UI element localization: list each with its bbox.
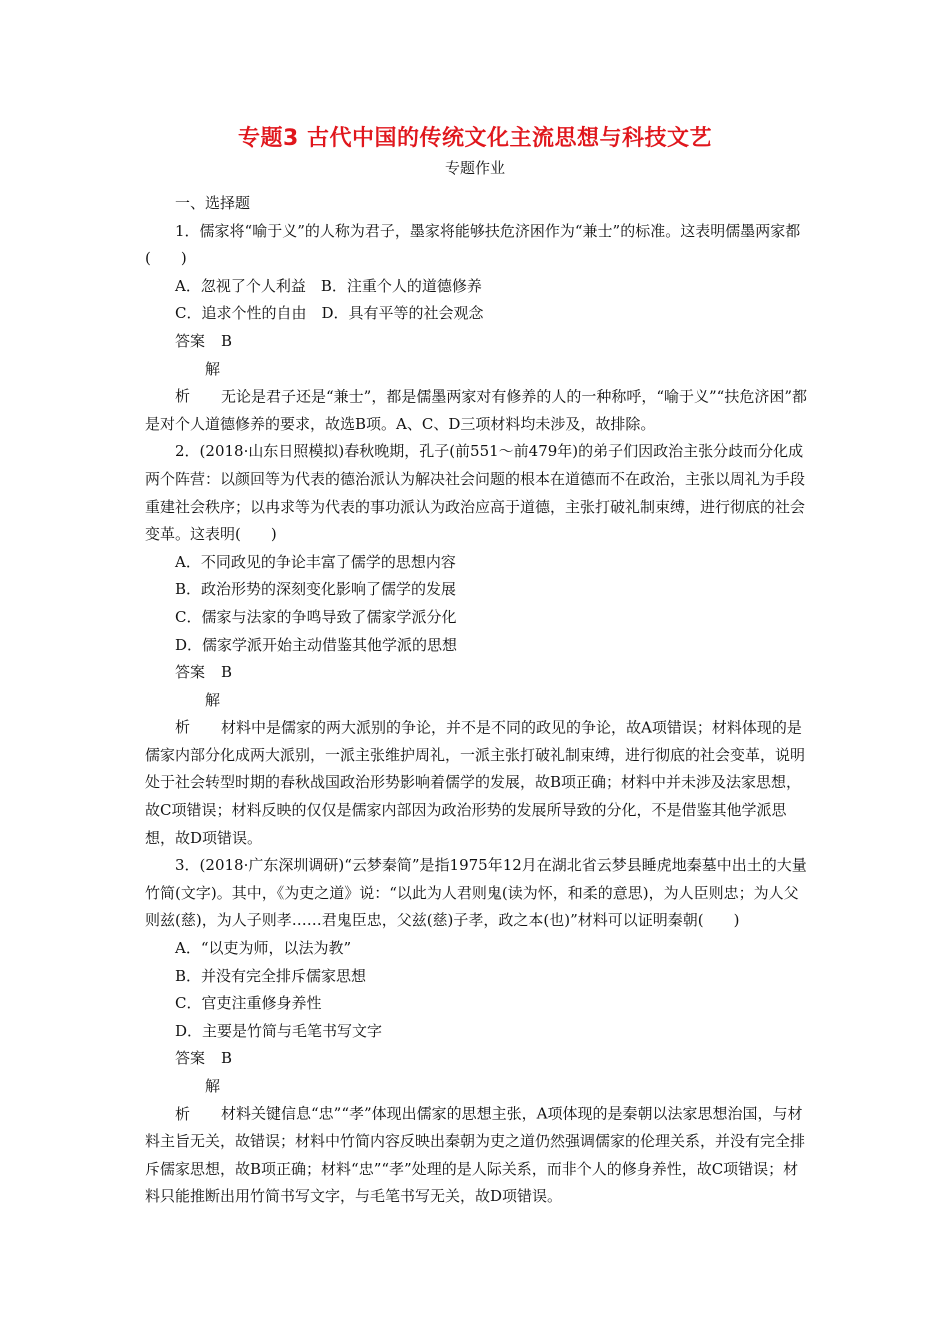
question-1-answer (145, 328, 807, 356)
page-title: 专题3 古代中国的传统文化主流思想与科技文艺 (238, 126, 712, 151)
page-subtitle: 专题作业 (444, 159, 505, 177)
question-3-option-a: A．“以吏为师，以法为教” (175, 939, 352, 958)
answer-label: 答案 (175, 331, 206, 350)
question-2-option-a: A．不同政见的争论丰富了儒学的思想内容 (175, 552, 456, 571)
section-heading: 一、选择题 (175, 194, 251, 212)
question-1-analysis (145, 356, 807, 439)
analysis-text: 材料关键信息“忠”“孝”体现出儒家的思想主张，A项体现的是秦朝以法家思想治国，与材料主旨无关，故错误；材料中竹简内容反映出秦朝为吏之道仍然强调儒家的伦理关系，并没有完全排斥儒家思想，故B项正确；材料“忠”“孝”处理的是人际关系，而非个人的修身养性，故C项错误；材料只能推断出用竹简书写文字，与毛笔书写无关，故D项错误。 (145, 1104, 806, 1206)
question-1-stem: 1．儒家将“喻于义”的人称为君子，墨家将能够扶危济困作为“兼士”的标准。这表明儒墨两家都( ) (145, 221, 801, 268)
question-2-analysis (145, 687, 807, 853)
question-3-option-c: C．官吏注重修身养性 (175, 994, 322, 1013)
question-1-options-line-1: A．忽视了个人利益 B．注重个人的道德修养 (175, 276, 482, 295)
question-2-option-b: B．政治形势的深刻变化影响了儒学的发展 (175, 580, 457, 599)
question-3-option-d: D．主要是竹简与毛笔书写文字 (175, 1021, 383, 1040)
question-2-option-c: C．儒家与法家的争鸣导致了儒家学派分化 (175, 607, 457, 626)
analysis-label: 解析 (175, 359, 221, 406)
document-body (145, 190, 807, 1211)
answer-value: B (221, 663, 233, 682)
answer-value: B (221, 1049, 233, 1068)
answer-label: 答案 (175, 663, 206, 682)
answer-label: 答案 (175, 1049, 206, 1068)
question-3-analysis (145, 1073, 807, 1211)
analysis-text: 材料中是儒家的两大派别的争论，并不是不同的政见的争论，故A项错误；材料体现的是儒家内部分化成两大派别，一派主张维护周礼，一派主张打破礼制束缚，进行彻底的社会变革，说明处于社会转型时期的春秋战国政治形势影响着儒学的发展，故B项正确；材料中并未涉及法家思想，故C项错误；材料反映的仅仅是儒家内部因为政治形势的发展所导致的分化，不是借鉴其他学派思想，故D项错误。 (145, 718, 806, 847)
question-2-option-d: D．儒家学派开始主动借鉴其他学派的思想 (175, 635, 458, 654)
question-3-stem: 3．(2018·广东深圳调研)“云梦秦简”是指1975年12月在湖北省云梦县睡虎地秦墓中出土的大量竹简(文字)。其中，《为吏之道》说：“以此为人君则鬼(读为怀，和柔的意思)，为人臣则忠；为人父则兹(慈)，为人子则孝……君鬼臣忠，父兹(慈)子孝，政之本(也)”材料可以证明秦朝( ) (145, 856, 807, 930)
analysis-label: 解析 (175, 1077, 221, 1123)
analysis-label: 解析 (175, 690, 221, 737)
question-2-stem: 2．(2018·山东日照模拟)春秋晚期，孔子(前551～前479年)的弟子们因政治主张分歧而分化成两个阵营：以颜回等为代表的德治派认为解决社会问题的根本在道德而不在政治，主张以周礼为手段重建社会秩序；以冉求等为代表的事功派认为政治应高于道德，主张打破礼制束缚，进行彻底的社会变革。这表明( ) (145, 442, 806, 544)
question-2-answer (145, 659, 807, 687)
analysis-text: 无论是君子还是“兼士”，都是儒墨两家对有修养的人的一种称呼，“喻于义”“扶危济困”都是对个人道德修养的要求，故选B项。A、C、D三项材料均未涉及，故排除。 (145, 387, 808, 433)
question-1-options-line-2: C．追求个性的自由 D．具有平等的社会观念 (175, 304, 484, 323)
question-3-option-b: B．并没有完全排斥儒家思想 (175, 966, 367, 985)
question-3-answer (145, 1045, 807, 1073)
answer-value: B (221, 331, 233, 350)
